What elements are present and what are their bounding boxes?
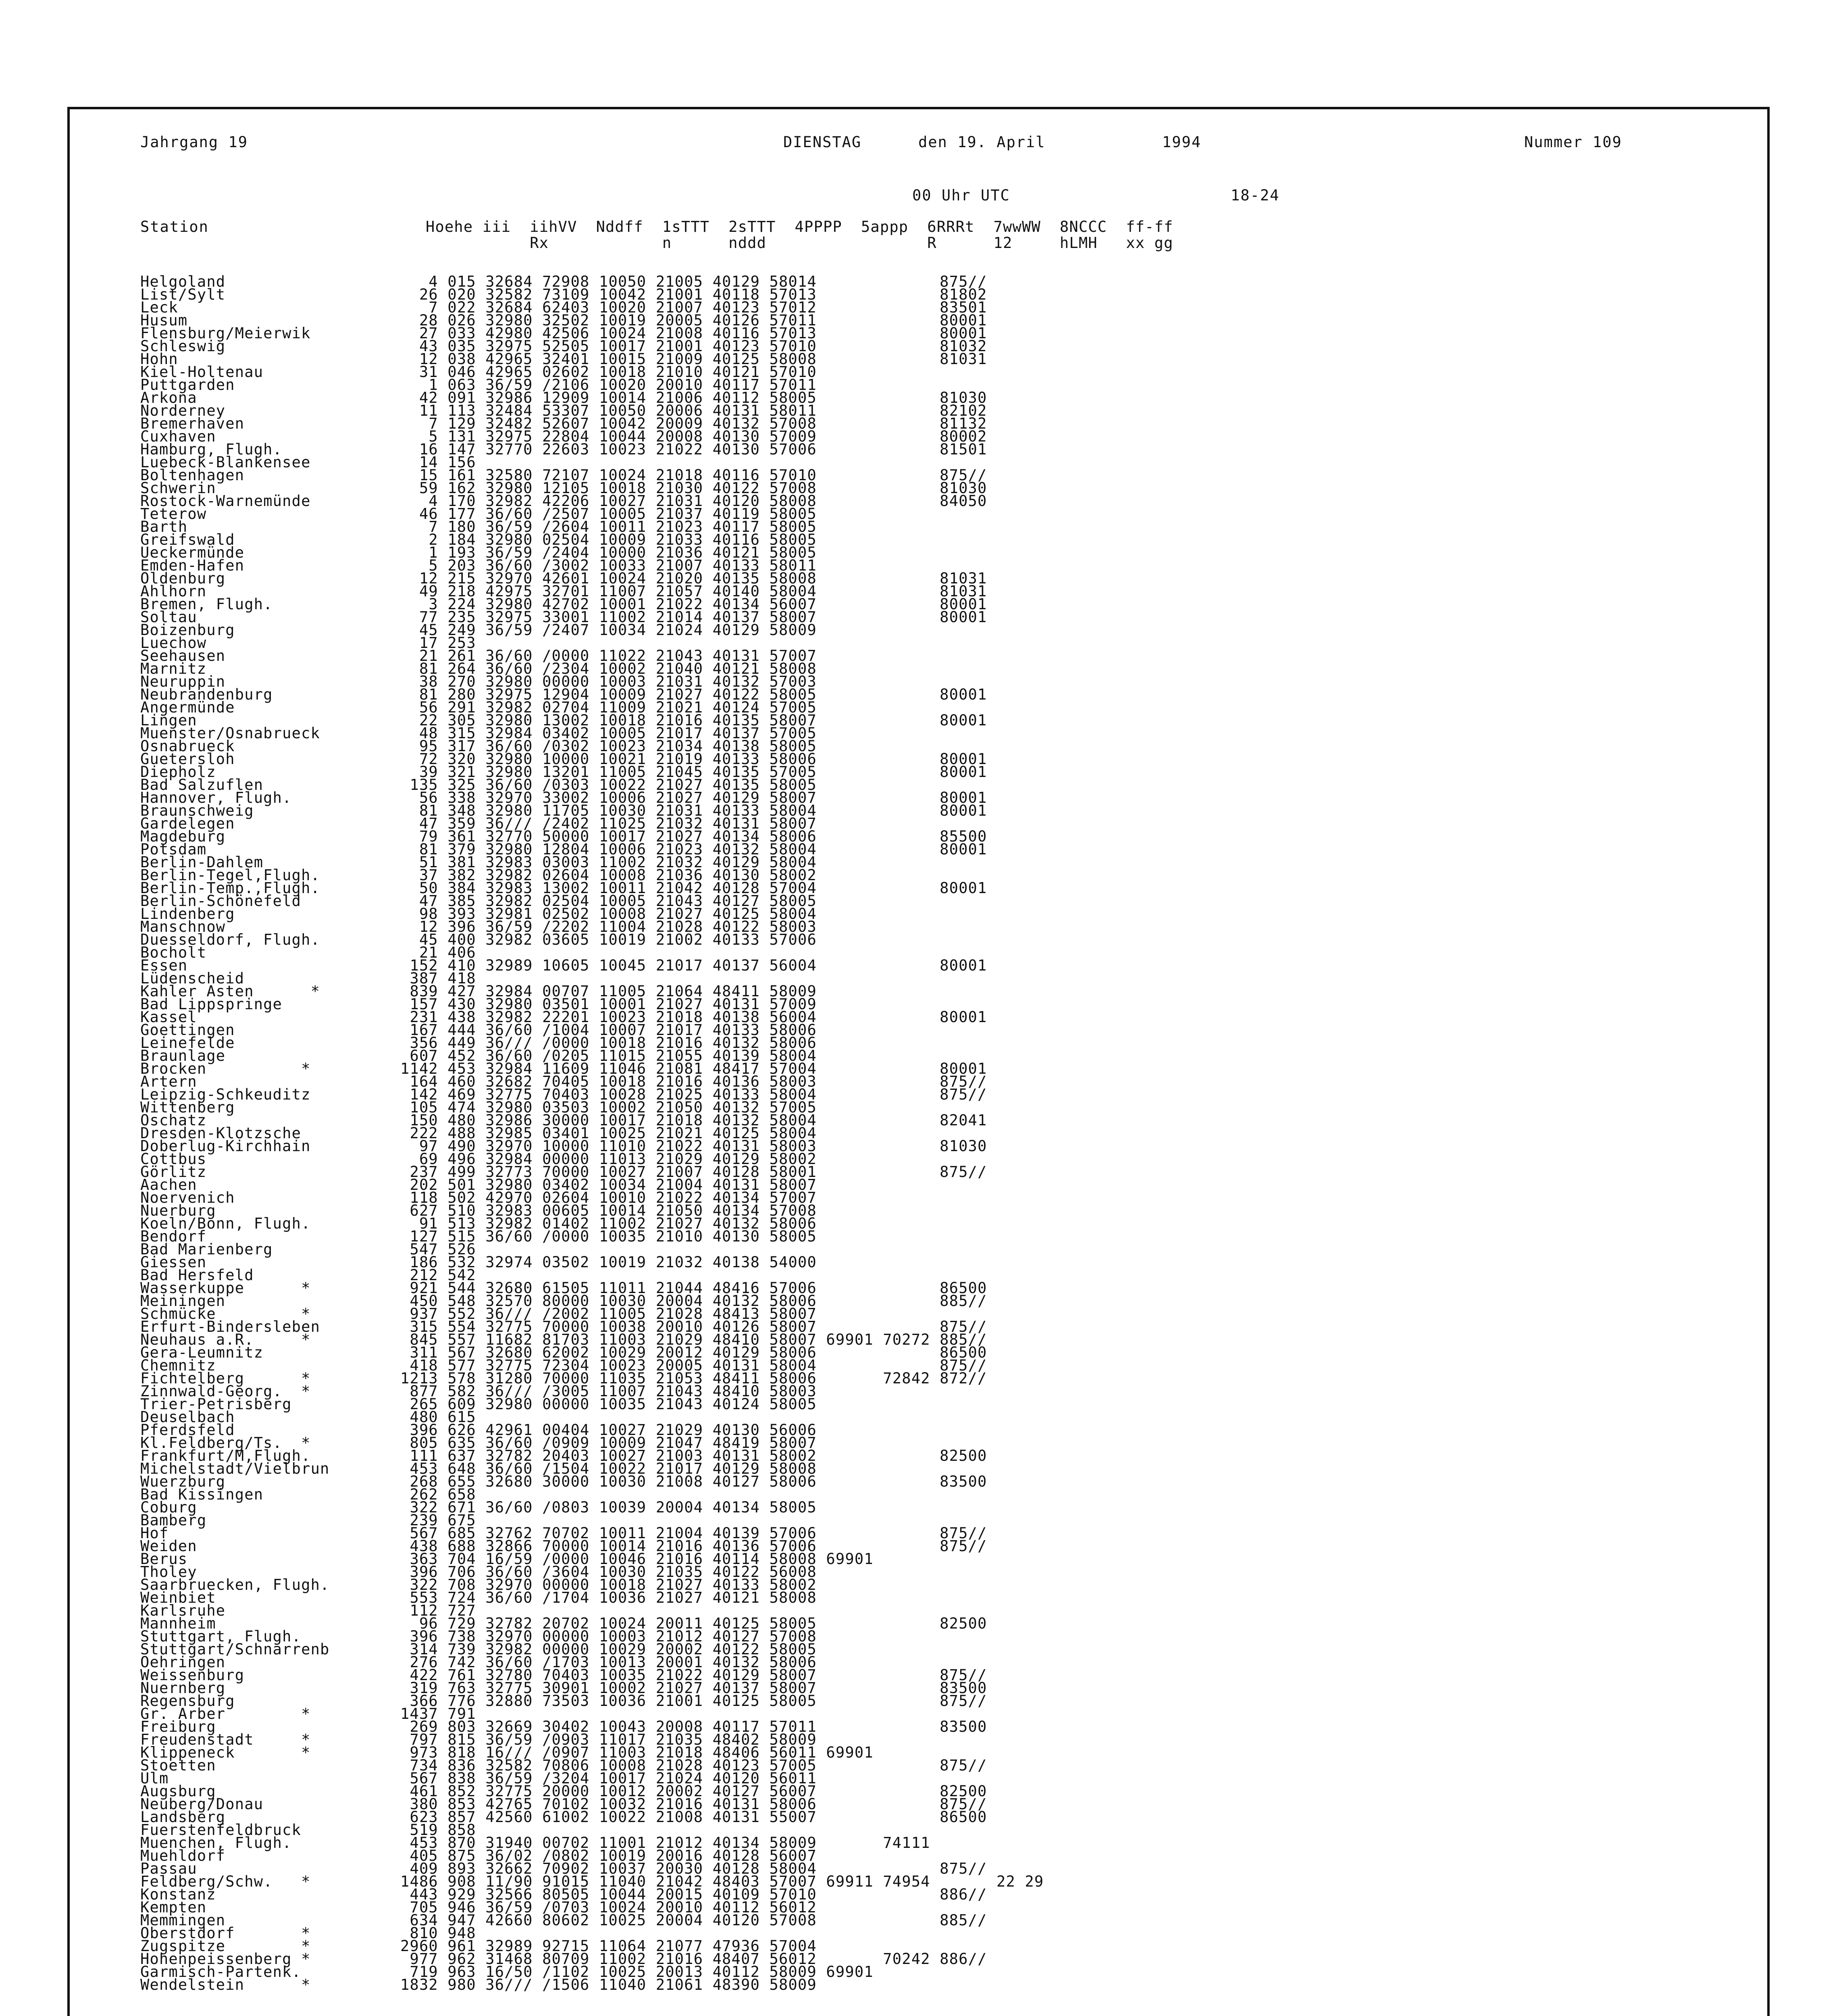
station-name: Oberstdorf * (140, 1924, 311, 1942)
station-values-row: 239 675 (410, 1512, 476, 1529)
station-name: Bremerhaven (140, 415, 245, 432)
station-name: Cottbus (140, 1150, 207, 1168)
station-values-row: 118 502 42970 02604 10010 21022 40134 57007 (410, 1189, 817, 1206)
station-values-row: 91 513 32982 01402 11002 21027 40132 58006 (419, 1215, 817, 1232)
station-values-row: 422 761 32780 70403 10035 21022 40129 58007 875// (410, 1666, 987, 1684)
station-name: Muenster/Osnabrueck (140, 725, 320, 742)
station-name: Boizenburg (140, 621, 235, 639)
station-values-row: 480 615 (410, 1408, 476, 1426)
station-name: Passau (140, 1860, 197, 1877)
station-name: Boltenhagen (140, 467, 245, 484)
station-values-row: 396 706 36/60 /3604 10030 21035 40122 56008 (410, 1563, 817, 1581)
station-values-row: 142 469 32775 70403 10028 21025 40133 58004 875// (410, 1086, 987, 1103)
station-name: Diepholz (140, 763, 216, 781)
station-name: Regensburg (140, 1692, 235, 1710)
station-values-row: 547 526 (410, 1241, 476, 1258)
station-name: Hof (140, 1524, 169, 1542)
station-name: Doberlug-Kirchhain (140, 1137, 311, 1155)
station-name: Feldberg/Schw. * (140, 1873, 311, 1890)
station-values-row: 269 803 32669 30402 10043 20008 40117 57011 83500 (410, 1718, 987, 1735)
station-name: Gardelegen (140, 815, 235, 832)
station-name: Coburg (140, 1499, 197, 1516)
station-values-row: 409 893 32662 70902 10037 20030 40128 58004 875// (410, 1860, 987, 1877)
station-name: Kempten (140, 1899, 207, 1916)
station-values-row: 810 948 (410, 1924, 476, 1942)
day-label: DIENSTAG (783, 133, 862, 151)
station-name: Leck (140, 299, 178, 316)
station-values-row: 16 147 32770 22603 10023 21022 40130 57006 81501 (419, 441, 987, 458)
station-name: Emden-Hafen (140, 557, 245, 574)
station-values-row: 797 815 36/59 /0903 11017 21035 48402 58009 (410, 1731, 817, 1748)
station-values-row: 567 685 32762 70702 10011 21004 40139 57006 875// (410, 1524, 987, 1542)
station-name: Berlin-Tegel,Flugh. (140, 866, 320, 884)
station-name: Görlitz (140, 1163, 207, 1181)
station-name: Augsburg (140, 1783, 216, 1800)
station-name: Potsdam (140, 841, 207, 858)
station-name: Trier-Petrisberg (140, 1395, 292, 1413)
station-values-row: 59 162 32980 12105 10018 21030 40122 57008 81030 (419, 479, 987, 497)
station-values-row: 2960 961 32989 92715 11064 21077 47936 57004 (400, 1937, 817, 1955)
station-values-row: 7 129 32482 52607 10042 20009 40132 57008 81132 (429, 415, 987, 432)
station-name: Ulm (140, 1770, 169, 1787)
station-values-row: 48 315 32984 03402 10005 21017 40137 57005 (419, 725, 817, 742)
station-values-row: 43 035 32975 52505 10017 21001 40123 57010 81032 (419, 337, 987, 355)
station-name: Oehringen (140, 1654, 226, 1671)
station-values-row: 164 460 32682 70405 10018 21016 40136 58003 875// (410, 1073, 987, 1090)
station-values-row: 973 818 16/// /0907 11003 21018 48406 56011 69901 (410, 1744, 874, 1761)
station-values-row: 212 542 (410, 1266, 476, 1284)
station-values-row: 56 291 32982 02704 11009 21021 40124 57005 (419, 699, 817, 716)
station-values-row: 315 554 32775 70000 10038 20010 40126 58007 875// (410, 1318, 987, 1335)
station-name: Leipzig-Schkeuditz (140, 1086, 311, 1103)
station-name: Schleswig (140, 337, 226, 355)
station-values-row: 4 170 32982 42206 10027 21031 40120 58008 84050 (429, 492, 987, 510)
station-values-row: 81 280 32975 12904 10009 21027 40122 58005 80001 (419, 686, 987, 703)
station-values-row: 81 379 32980 12804 10006 21023 40132 58004 80001 (419, 841, 987, 858)
station-values-row: 438 688 32866 70000 10014 21016 40136 57006 875// (410, 1537, 987, 1555)
station-values-row: 47 359 36/// /2402 11025 21032 40131 58007 (419, 815, 817, 832)
station-values-row: 1486 908 11/90 91015 11040 21042 48403 57007 69911 74954 22 29 (400, 1873, 1044, 1890)
station-name: Norderney (140, 402, 226, 419)
station-name: Berlin-Schönefeld (140, 892, 302, 910)
station-values-row: 15 161 32580 72107 10024 21018 40116 57010 875// (419, 467, 987, 484)
station-values-row: 27 033 42980 42506 10024 21008 40116 57013 80001 (419, 325, 987, 342)
station-values-row: 418 577 32775 72304 10023 20005 40131 58004 875// (410, 1357, 987, 1374)
station-name: Nuernberg (140, 1679, 226, 1697)
station-values-row: 12 038 42965 32401 10015 21009 40125 58008 81031 (419, 350, 987, 368)
station-values-row: 186 532 32974 03502 10019 21032 40138 54000 (410, 1254, 817, 1271)
station-name: Angermünde (140, 699, 235, 716)
station-values-row: 98 393 32981 02502 10008 21027 40125 58004 (419, 905, 817, 923)
station-name: Stoetten (140, 1757, 216, 1774)
station-values-row: 396 626 42961 00404 10027 21029 40130 56006 (410, 1421, 817, 1439)
station-values-row: 366 776 32880 73503 10036 21001 40125 58005 875// (410, 1692, 987, 1710)
station-name: Oldenburg (140, 570, 226, 587)
station-name: Muehldorf (140, 1847, 226, 1864)
station-name: Freudenstadt * (140, 1731, 311, 1748)
station-values-row: 12 396 36/59 /2202 11004 21028 40122 58003 (419, 918, 817, 935)
station-values-row: 314 739 32982 00000 10029 20002 40122 58005 (410, 1641, 817, 1658)
station-name: Dresden-Klotzsche (140, 1125, 302, 1142)
station-values-row: 56 338 32970 33002 10006 21027 40129 58007 80001 (419, 789, 987, 806)
station-values-row: 21 261 36/60 /0000 11022 21043 40131 57007 (419, 647, 817, 664)
jahrgang-label: Jahrgang 19 (140, 133, 248, 151)
station-name: Schmücke * (140, 1305, 311, 1322)
year-label: 1994 (1162, 133, 1202, 151)
station-name: Landsberg (140, 1808, 226, 1826)
station-name: Gr. Arber * (140, 1705, 311, 1722)
station-name: Berlin-Temp.,Flugh. (140, 879, 320, 897)
station-values-row: 921 544 32680 61505 11011 21044 48416 57006 86500 (410, 1279, 987, 1297)
station-name: Zugspitze * (140, 1937, 311, 1955)
station-name: Wuerzburg (140, 1473, 226, 1490)
station-name: Zinnwald-Georg. * (140, 1383, 311, 1400)
station-name: Teterow (140, 505, 207, 523)
station-name: Rostock-Warnemünde (140, 492, 311, 510)
station-values-row: 46 177 36/60 /2507 10005 21037 40119 58005 (419, 505, 817, 523)
date-label: den 19. April (918, 133, 1046, 151)
station-name: Aachen (140, 1176, 197, 1193)
station-name: Pferdsfeld (140, 1421, 235, 1439)
station-name: Hamburg, Flugh. (140, 441, 283, 458)
station-values-row: 443 929 32566 80505 10044 20015 40109 57010 886// (410, 1886, 987, 1903)
station-name: Tholey (140, 1563, 197, 1581)
station-values-row: 319 763 32775 30901 10002 21027 40137 58007 83500 (410, 1679, 987, 1697)
station-values-row: 396 738 32970 00000 10003 21012 40127 57008 (410, 1628, 817, 1645)
station-values-row: 3 224 32980 42702 10001 21022 40134 56007 80001 (429, 596, 987, 613)
station-name: Essen (140, 957, 188, 974)
station-values-row: 39 321 32980 13201 11005 21045 40135 57005 80001 (419, 763, 987, 781)
station-name: Mannheim (140, 1615, 216, 1632)
station-values-row: 95 317 36/60 /0302 10023 21034 40138 58005 (419, 737, 817, 755)
station-name: Fichtelberg * (140, 1370, 311, 1387)
station-values-row: 1832 980 36/// /1506 11040 21061 48390 58009 (400, 1976, 817, 1993)
station-name: Neuruppin (140, 673, 226, 690)
station-values-row: 805 635 36/60 /0909 10009 21047 48419 58007 (410, 1434, 817, 1452)
station-name: Bad Kissingen (140, 1486, 264, 1503)
station-values-row: 839 427 32984 00707 11005 21064 48411 58009 (410, 983, 817, 1000)
column-header-row-1: Hoehe iii iihVV Nddff 1sTTT 2sTTT 4PPPP 5appp 6RRRt 7wwWW 8NCCC ff-ff (426, 218, 1173, 235)
station-name: Soltau (140, 608, 197, 626)
station-values-row: 47 385 32982 02504 10005 21043 40127 58005 (419, 892, 817, 910)
station-values-row: 26 020 32582 73109 10042 21001 40118 57013 81802 (419, 286, 987, 303)
station-name: Konstanz (140, 1886, 216, 1903)
station-values-row: 453 648 36/60 /1504 10022 21017 40129 58008 (410, 1460, 817, 1477)
station-values-column (400, 275, 1044, 1991)
station-values-row: 21 406 (419, 944, 476, 961)
station-values-row: 50 384 32983 13002 10011 21042 40128 57004 80001 (419, 879, 987, 897)
station-values-row: 276 742 36/60 /1703 10013 20001 40132 58006 (410, 1654, 817, 1671)
station-name: Bad Hersfeld (140, 1266, 254, 1284)
station-values-row: 105 474 32980 03503 10002 21050 40132 57005 (410, 1099, 817, 1116)
station-values-row: 81 264 36/60 /2304 10002 21040 40121 58008 (419, 660, 817, 677)
station-name: Bremen, Flugh. (140, 596, 273, 613)
station-name: Neuhaus a.R. * (140, 1331, 311, 1348)
station-name: Puttgarden (140, 376, 235, 394)
station-name: Luebeck-Blankensee (140, 454, 311, 471)
station-name: Meiningen (140, 1292, 226, 1310)
station-values-row: 311 567 32680 62002 10029 20012 40129 58006 86500 (410, 1344, 987, 1361)
station-name: Karlsruhe (140, 1602, 226, 1619)
station-name: Bad Marienberg (140, 1241, 273, 1258)
station-values-row: 31 046 42965 02602 10018 21010 40121 57010 (419, 363, 817, 381)
station-values-row: 135 325 36/60 /0303 10022 21027 40135 58005 (410, 776, 817, 793)
station-name: Leinefelde (140, 1034, 235, 1052)
station-name: Klippeneck * (140, 1744, 311, 1761)
station-values-row: 7 180 36/59 /2604 10011 21023 40117 58005 (429, 518, 817, 535)
station-values-row: 937 552 36/// /2002 11005 21028 48413 58007 (410, 1305, 817, 1322)
station-values-row: 623 857 42560 61002 10022 21008 40131 55007 86500 (410, 1808, 987, 1826)
station-name: Manschnow (140, 918, 226, 935)
station-values-row: 705 946 36/59 /0703 10024 20010 40112 56012 (410, 1899, 817, 1916)
station-name: Fuerstenfeldbruck (140, 1821, 302, 1839)
station-name: Giessen (140, 1254, 207, 1271)
station-values-row: 265 609 32980 00000 10035 21043 40124 58005 (410, 1395, 817, 1413)
station-values-row: 1213 578 31280 70000 11035 21053 48411 58006 72842 872// (400, 1370, 987, 1387)
station-name: Flensburg/Meierwik (140, 325, 311, 342)
station-values-row: 5 131 32975 22804 10044 20008 40130 57009 80002 (429, 428, 987, 445)
station-name: Wendelstein * (140, 1976, 311, 1993)
station-name: Neubrandenburg (140, 686, 273, 703)
station-name: Kiel-Holtenau (140, 363, 264, 381)
station-values-row: 453 870 31940 00702 11001 21012 40134 58009 74111 (410, 1834, 930, 1851)
station-values-row: 977 962 31468 80709 11002 21016 48407 56012 70242 886// (410, 1950, 987, 1968)
station-name: Deuselbach (140, 1408, 235, 1426)
station-values-row: 734 836 32582 70806 10008 21028 40123 57005 875// (410, 1757, 987, 1774)
station-values-row: 461 852 32775 20000 10012 20002 40127 56007 82500 (410, 1783, 987, 1800)
station-name: Saarbruecken, Flugh. (140, 1576, 330, 1593)
station-name: Husum (140, 312, 188, 329)
station-values-row: 152 410 32989 10605 10045 21017 40137 56004 80001 (410, 957, 987, 974)
issue-number: Nummer 109 (1524, 133, 1622, 151)
station-values-row: 111 637 32782 20403 10027 21003 40131 58002 82500 (410, 1447, 987, 1464)
station-name: Bendorf (140, 1228, 207, 1245)
station-values-row: 322 671 36/60 /0803 10039 20004 40134 58005 (410, 1499, 817, 1516)
station-values-row: 22 305 32980 13002 10018 21016 40135 58007 80001 (419, 712, 987, 729)
station-values-row: 17 253 (419, 634, 476, 652)
station-values-row: 28 026 32980 32502 10019 20005 40126 57011 80001 (419, 312, 987, 329)
station-name: Goettingen (140, 1021, 235, 1039)
report-frame (67, 107, 1770, 2016)
station-values-row: 157 430 32980 03501 10001 21027 40131 57009 (410, 996, 817, 1013)
station-name: Greifswald (140, 531, 235, 548)
station-values-row: 11 113 32484 53307 10050 20006 40131 58011 82102 (419, 402, 987, 419)
column-header-row-2: Rx n nddd R 12 hLMH xx gg (426, 234, 1173, 252)
station-name: Weissenburg (140, 1666, 245, 1684)
station-name: Hohn (140, 350, 178, 368)
station-values-row: 38 270 32980 00000 10003 21031 40132 57003 (419, 673, 817, 690)
station-name: Kahler Asten * (140, 983, 320, 1000)
station-values-row: 567 838 36/59 /3204 10017 21024 40120 56011 (410, 1770, 817, 1787)
station-values-row: 79 361 32770 50000 10017 21027 40134 58006 85500 (419, 828, 987, 845)
station-name: Ueckermünde (140, 544, 245, 561)
column-header-block (426, 219, 1173, 251)
station-values-row: 1 193 36/59 /2404 10000 21036 40121 58005 (429, 544, 817, 561)
station-name: Cuxhaven (140, 428, 216, 445)
station-name: Magdeburg (140, 828, 226, 845)
station-name: Erfurt-Bindersleben (140, 1318, 320, 1335)
station-name: Wasserkuppe * (140, 1279, 311, 1297)
station-name: Barth (140, 518, 188, 535)
station-name: Gera-Leumnitz (140, 1344, 264, 1361)
station-name: Garmisch-Partenk. (140, 1963, 302, 1981)
station-name: Luechow (140, 634, 207, 652)
station-name: Marnitz (140, 660, 207, 677)
station-values-row: 97 490 32970 10000 11010 21022 40131 58003 81030 (419, 1137, 987, 1155)
station-values-row: 150 480 32986 30000 10017 21018 40132 58004 82041 (410, 1112, 987, 1129)
time-label: 00 Uhr UTC (912, 187, 1010, 204)
station-name: Noervenich (140, 1189, 235, 1206)
station-name: Berlin-Dahlem (140, 854, 264, 871)
station-name: Seehausen (140, 647, 226, 664)
station-values-row: 268 655 32680 30000 10030 21008 40127 58006 83500 (410, 1473, 987, 1490)
station-values-row: 42 091 32986 12909 10014 21006 40112 58005 81030 (419, 389, 987, 406)
station-name: Bocholt (140, 944, 207, 961)
station-name: Kl.Feldberg/Ts. * (140, 1434, 311, 1452)
station-name: Brocken * (140, 1060, 311, 1077)
station-values-row: 2 184 32980 02504 10009 21033 40116 58005 (429, 531, 817, 548)
station-values-row: 607 452 36/60 /0205 11015 21055 40139 58004 (410, 1047, 817, 1064)
station-header: Station (140, 218, 209, 235)
station-name: Neuberg/Donau (140, 1795, 264, 1813)
station-values-row: 69 496 32984 00000 11013 21029 40129 58002 (419, 1150, 817, 1168)
station-values-row: 7 022 32684 62403 10020 21007 40123 57012 83501 (429, 299, 987, 316)
station-values-row: 72 320 32980 10000 10021 21019 40133 58006 80001 (419, 750, 987, 768)
station-name: Muenchen, Flugh. (140, 1834, 292, 1851)
station-values-row: 231 438 32982 22201 10023 21018 40138 56004 80001 (410, 1008, 987, 1026)
time-range-label: 18-24 (1231, 187, 1280, 204)
station-name: Helgoland (140, 273, 226, 290)
station-name: Koeln/Bonn, Flugh. (140, 1215, 311, 1232)
station-values-row: 1142 453 32984 11609 11046 21081 48417 57004 80001 (400, 1060, 987, 1077)
station-name: Arkona (140, 389, 197, 406)
station-values-row: 634 947 42660 80602 10025 20004 40120 57008 885// (410, 1912, 987, 1929)
station-name: Freiburg (140, 1718, 216, 1735)
station-name: Ahlhorn (140, 583, 207, 600)
station-values-row: 167 444 36/60 /1004 10007 21017 40133 58006 (410, 1021, 817, 1039)
station-name: Chemnitz (140, 1357, 216, 1374)
station-values-row: 45 400 32982 03605 10019 21002 40133 57006 (419, 931, 817, 948)
station-values-row: 14 156 (419, 454, 476, 471)
station-values-row: 363 704 16/59 /0000 10046 21016 40114 58008 69901 (410, 1550, 874, 1568)
station-name: Weinbiet (140, 1589, 216, 1606)
station-name: Hohenpeissenberg * (140, 1950, 311, 1968)
station-values-row: 322 708 32970 00000 10018 21027 40133 58002 (410, 1576, 817, 1593)
station-name: Bamberg (140, 1512, 207, 1529)
station-values-row: 1 063 36/59 /2106 10020 20010 40117 57011 (429, 376, 817, 394)
station-values-row: 845 557 11682 81703 11003 21029 48410 58007 69901 70272 885// (410, 1331, 987, 1348)
station-values-row: 12 215 32970 42601 10024 21020 40135 58008 81031 (419, 570, 987, 587)
station-name: Hannover, Flugh. (140, 789, 292, 806)
station-name-column (140, 275, 330, 1991)
station-values-row: 405 875 36/02 /0802 10019 20016 40128 56007 (410, 1847, 817, 1864)
station-name: Kassel (140, 1008, 197, 1026)
station-name: Memmingen (140, 1912, 226, 1929)
station-values-row: 202 501 32980 03402 10034 21004 40131 58007 (410, 1176, 817, 1193)
station-name: Wittenberg (140, 1099, 235, 1116)
station-values-row: 356 449 36/// /0000 10018 21016 40132 58006 (410, 1034, 817, 1052)
station-values-row: 237 499 32773 70000 10027 21007 40128 58001 875// (410, 1163, 987, 1181)
station-values-row: 127 515 36/60 /0000 10035 21010 40130 58005 (410, 1228, 817, 1245)
station-name: Bad Salzuflen (140, 776, 264, 793)
station-values-row: 877 582 36/// /3005 11007 21043 48410 58003 (410, 1383, 817, 1400)
station-values-row: 77 235 32975 33001 11002 21014 40137 58007 80001 (419, 608, 987, 626)
station-values-row: 1437 791 (400, 1705, 476, 1722)
station-values-row: 37 382 32982 02604 10008 21036 40130 58002 (419, 866, 817, 884)
station-name: List/Sylt (140, 286, 226, 303)
station-values-row: 450 548 32570 80000 10030 20004 40132 58006 885// (410, 1292, 987, 1310)
station-values-row: 45 249 36/59 /2407 10034 21024 40129 58009 (419, 621, 817, 639)
station-name: Lingen (140, 712, 197, 729)
station-name: Lindenberg (140, 905, 235, 923)
station-values-row: 222 488 32985 03401 10025 21021 40125 58004 (410, 1125, 817, 1142)
station-values-row: 5 203 36/60 /3002 10033 21007 40133 58011 (429, 557, 817, 574)
station-name: Michelstadt/Vielbrun (140, 1460, 330, 1477)
station-values-row: 112 727 (410, 1602, 476, 1619)
station-name: Guetersloh (140, 750, 235, 768)
station-values-row: 553 724 36/60 /1704 10036 21027 40121 58008 (410, 1589, 817, 1606)
station-values-row: 519 858 (410, 1821, 476, 1839)
station-name: Braunschweig (140, 802, 254, 819)
station-values-row: 262 658 (410, 1486, 476, 1503)
station-name: Frankfurt/M,Flugh. (140, 1447, 311, 1464)
station-values-row: 96 729 32782 20702 10024 20011 40125 58005 82500 (419, 1615, 987, 1632)
station-name: Berus (140, 1550, 188, 1568)
station-name: Schwerin (140, 479, 216, 497)
station-name: Oschatz (140, 1112, 207, 1129)
station-name: Braunlage (140, 1047, 226, 1064)
station-values-row: 719 963 16/50 /1102 10025 20013 40112 58009 69901 (410, 1963, 874, 1981)
station-values-row: 49 218 42975 32701 11007 21057 40140 58004 81031 (419, 583, 987, 600)
station-values-row: 387 418 (410, 970, 476, 987)
station-name: Artern (140, 1073, 197, 1090)
station-values-row: 380 853 42765 70102 10032 21016 40131 58006 875// (410, 1795, 987, 1813)
station-name: Osnabrueck (140, 737, 235, 755)
station-name: Duesseldorf, Flugh. (140, 931, 320, 948)
station-name: Stuttgart/Schnarrenb (140, 1641, 330, 1658)
station-name: Nuerburg (140, 1202, 216, 1219)
station-name: Weiden (140, 1537, 197, 1555)
station-values-row: 81 348 32980 11705 10030 21031 40133 58004 80001 (419, 802, 987, 819)
station-name: Lüdenscheid (140, 970, 245, 987)
station-values-row: 51 381 32983 03003 11002 21032 40129 58004 (419, 854, 817, 871)
station-values-row: 4 015 32684 72908 10050 21005 40129 58014 875// (429, 273, 987, 290)
station-name: Stuttgart, Flugh. (140, 1628, 302, 1645)
station-values-row: 627 510 32983 00605 10014 21050 40134 57008 (410, 1202, 817, 1219)
station-name: Bad Lippspringe (140, 996, 283, 1013)
